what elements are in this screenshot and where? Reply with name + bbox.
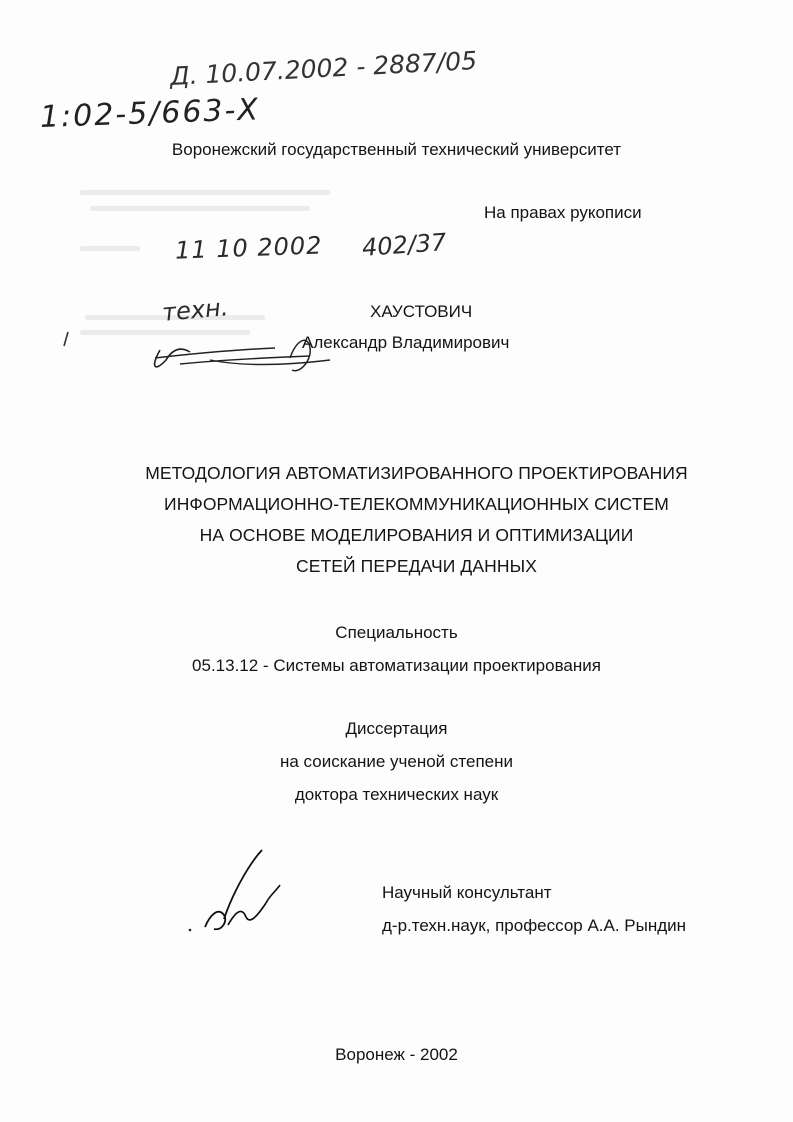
handwritten-stamp-line-1: Д. 10.07.2002 - 2887/05 xyxy=(169,45,478,91)
title-line: ИНФОРМАЦИОННО-ТЕЛЕКОММУНИКАЦИОННЫХ СИСТЕМ xyxy=(164,494,669,514)
dissertation-title xyxy=(0,458,793,582)
faint-stamp-mark xyxy=(90,206,310,211)
title-line: НА ОСНОВЕ МОДЕЛИРОВАНИЯ И ОПТИМИЗАЦИИ xyxy=(199,525,634,545)
handwritten-date-note: 11 10 2002 xyxy=(174,231,323,265)
title-line: МЕТОДОЛОГИЯ АВТОМАТИЗИРОВАННОГО ПРОЕКТИРОВАНИЯ xyxy=(145,463,688,483)
handwritten-stamp-line-2: 1:02-5/663-Х xyxy=(39,92,261,135)
specialty-code: 05.13.12 - Системы автоматизации проектирования xyxy=(192,656,601,675)
dissertation-degree-field: доктора технических наук xyxy=(294,785,499,804)
consultant-label: Научный консультант xyxy=(382,883,552,902)
faint-stamp-mark xyxy=(80,190,330,195)
consultant-name: д-р.техн.наук, профессор А.А. Рындин xyxy=(382,916,687,935)
author-surname: ХАУСТОВИЧ xyxy=(370,302,473,321)
consultant-signature xyxy=(180,845,300,945)
dissertation-degree-line: на соискание ученой степени xyxy=(279,752,513,771)
dissertation-label: Диссертация xyxy=(345,719,448,738)
faint-stamp-mark xyxy=(80,246,140,251)
author-signature xyxy=(60,320,360,390)
author-name: Александр Владимирович xyxy=(302,333,510,352)
handwritten-short-note: техн. xyxy=(160,293,230,327)
handwritten-number-note: 402/37 xyxy=(361,228,448,262)
city-year: Воронеж - 2002 xyxy=(335,1045,458,1064)
title-line: СЕТЕЙ ПЕРЕДАЧИ ДАННЫХ xyxy=(295,556,538,576)
rights-notice: На правах рукописи xyxy=(484,203,642,222)
university-name: Воронежский государственный технический университет xyxy=(171,140,622,159)
specialty-label: Специальность xyxy=(335,623,458,642)
